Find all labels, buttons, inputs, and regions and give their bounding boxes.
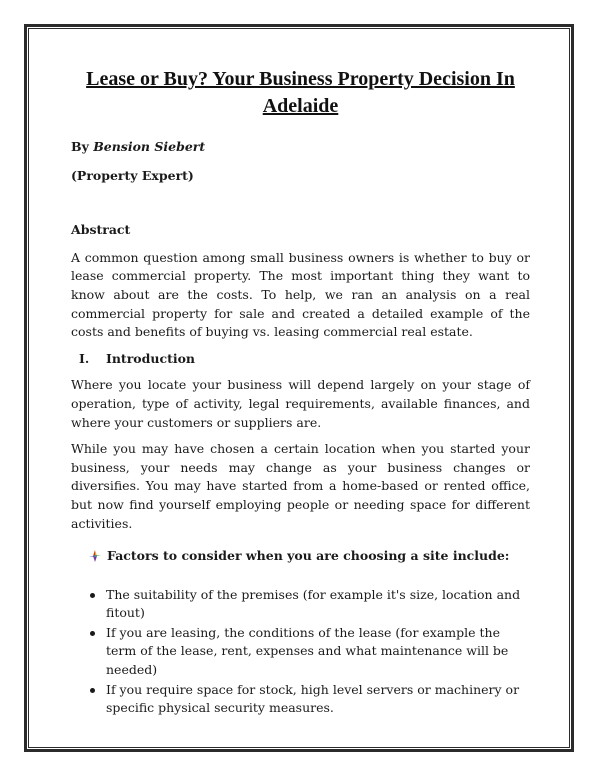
byline-prefix: By bbox=[71, 139, 89, 154]
list-item-text: If you require space for stock, high level servers or machinery or specific physical security measures. bbox=[106, 681, 520, 716]
bullet-dot bbox=[90, 631, 95, 636]
document-title: Lease or Buy? Your Business Property Decision In Adelaide bbox=[86, 68, 515, 117]
section-heading bbox=[71, 350, 530, 369]
list-item bbox=[71, 681, 530, 718]
section-number: I. bbox=[79, 350, 90, 366]
abstract-text: A common question among small business owners is whether to buy or lease commercial property. The most important thing they want to know about are the costs. To help, we ran an analysis on a real commercial property for sale and created a detailed example of the costs and benefits of buying vs. leasing commercial real estate. bbox=[71, 249, 530, 340]
factors-list bbox=[71, 586, 530, 718]
byline bbox=[71, 138, 530, 157]
factors-heading: Factors to consider when you are choosing a site include: bbox=[107, 548, 510, 564]
list-item bbox=[71, 586, 530, 623]
author-name: Bension Siebert bbox=[93, 139, 206, 154]
section-title: Introduction bbox=[106, 350, 196, 366]
author-role: (Property Expert) bbox=[71, 167, 194, 183]
diamond-bullet-icon bbox=[89, 550, 101, 562]
list-item-text: The suitability of the premises (for example it's size, location and fitout) bbox=[106, 586, 521, 621]
list-item-text: If you are leasing, the conditions of the lease (for example the term of the lease, rent, expenses and what maintenance will be needed) bbox=[106, 624, 509, 678]
intro-paragraph-2: While you may have chosen a certain location when you started your business, your needs may change as your business changes or diversifies. You may have started from a home-based or rented office, but now find yourself employing people or needing space for different activities. bbox=[71, 441, 530, 531]
bullet-dot bbox=[90, 688, 95, 693]
bullet-dot bbox=[90, 593, 95, 598]
document-body bbox=[71, 66, 530, 719]
factors-heading-row bbox=[89, 547, 530, 566]
intro-paragraph-1: Where you locate your business will depend largely on your stage of operation, type of activity, legal requirements, available finances, and where your customers or suppliers are. bbox=[71, 377, 530, 430]
abstract-heading: Abstract bbox=[71, 222, 131, 238]
list-item bbox=[71, 624, 530, 680]
